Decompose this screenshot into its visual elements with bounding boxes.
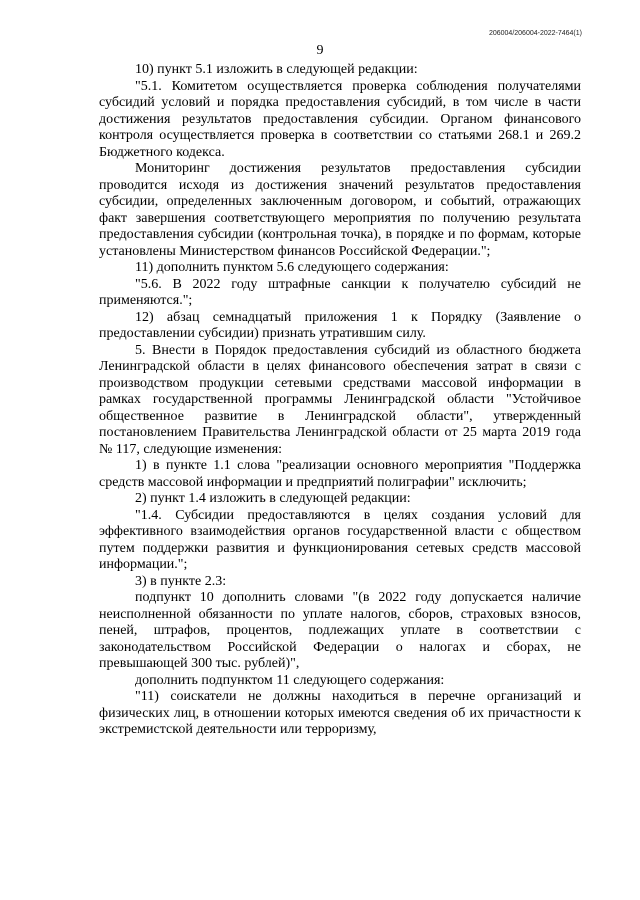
paragraph: 11) дополнить пунктом 5.6 следующего содержания:: [135, 260, 449, 275]
paragraph: 2) пункт 1.4 изложить в следующей редакции:: [135, 491, 411, 506]
document-id: 206004/206004-2022-7464(1): [488, 30, 582, 37]
page-number: 9: [316, 43, 324, 58]
paragraph: "11) соискатели не должны находиться в перечне организаций и физических лиц, в отношении которых имеются сведения об их причастности к экстремистской деятельности или терроризму,: [99, 689, 581, 737]
paragraph: 12) абзац семнадцатый приложения 1 к Порядку (Заявление о предоставлении субсидии) признать утратившим силу.: [99, 309, 581, 341]
paragraph: подпункт 10 дополнить словами "(в 2022 году допускается наличие неисполненной обязанности по уплате налогов, сборов, страховых взносов, пеней, штрафов, процентов, подлежащих уплате в соответствии с законодательством Российской Федерации о налогах и сборах, не превышающей 300 тыс. рублей)",: [99, 590, 581, 671]
paragraph: "1.4. Субсидии предоставляются в целях создания условий для эффективного взаимодействия органов государственной власти с обществом путем поддержки развития и функционирования сетевых средств массовой информации.";: [99, 507, 581, 572]
document-body: [99, 62, 581, 739]
paragraph: Мониторинг достижения результатов предоставления субсидии проводится исходя из достижения значений результатов предоставления субсидии, определенных заключенным договором, и событий, отражающих факт завершения соответствующего мероприятия по получению результата предоставления субсидии (контрольная точка), в порядке и по формам, которые установлены Министерством финансов Российской Федерации.";: [99, 161, 581, 259]
paragraph: дополнить подпунктом 11 следующего содержания:: [135, 672, 445, 688]
paragraph: "5.1. Комитетом осуществляется проверка соблюдения получателями субсидий условий и порядка предоставления субсидий, в том числе в части достижения результатов предоставления субсидии. Органом финансового контроля осуществляется проверка в соответствии со статьями 268.1 и 269.2 Бюджетного кодекса.: [99, 78, 581, 160]
paragraph: 1) в пункте 1.1 слова "реализации основного мероприятия "Поддержка средств массовой информации и предприятий полиграфии" исключить;: [99, 458, 581, 490]
paragraph: 5. Внести в Порядок предоставления субсидий из областного бюджета Ленинградской области в целях финансового обеспечения затрат в связи с производством продукции сетевыми средствами массовой информации в рамках государственной программы Ленинградской области "Устойчивое общественное развитие в Ленинградской области", утвержденный постановлением Правительства Ленинградской области от 25 марта 2019 года № 117, следующие изменения:: [99, 342, 581, 457]
paragraph: 3) в пункте 2.3:: [135, 573, 227, 589]
paragraph: 10) пункт 5.1 изложить в следующей редакции:: [135, 62, 418, 77]
paragraph: "5.6. В 2022 году штрафные санкции к получателю субсидий не применяются.";: [99, 276, 581, 308]
